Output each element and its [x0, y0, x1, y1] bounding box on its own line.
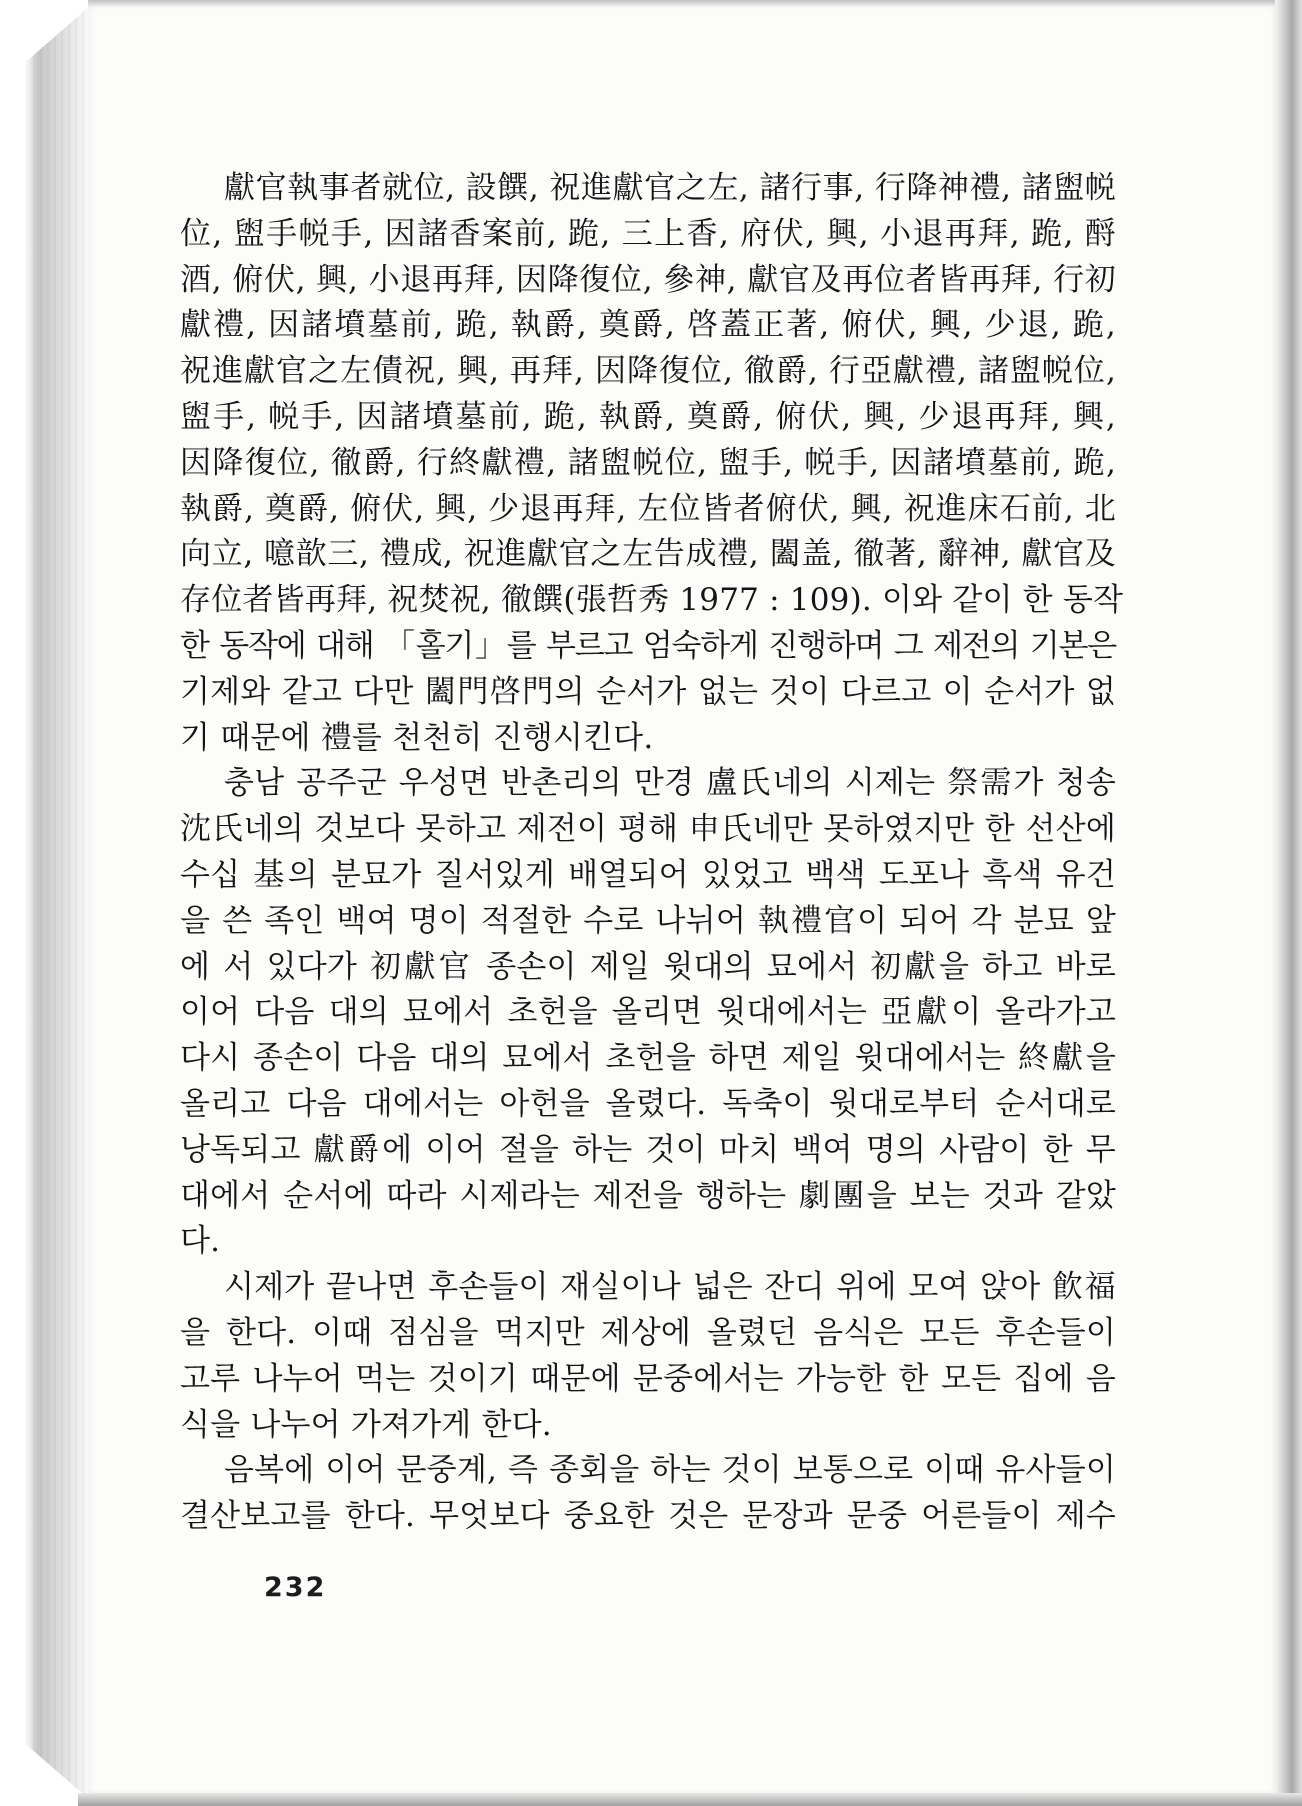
text-line: 다.	[180, 1223, 221, 1260]
text-line: 음복에 이어 문중계, 즉 종회을 하는 것이 보통으로 이때 유사들이	[224, 1452, 1116, 1489]
text-line: 執爵, 奠爵, 俯伏, 興, 少退再拜, 左位皆者俯伏, 興, 祝進床石前, 北	[180, 490, 1116, 527]
text-line: 을 쓴 족인 백여 명이 적절한 수로 나뉘어 執禮官이 되어 각 분묘 앞	[180, 902, 1116, 939]
text-line: 存位者皆再拜, 祝焚祝, 徹饌(張哲秀 1977 : 109). 이와 같이 한 동작	[180, 582, 1124, 619]
text-line: 을 한다. 이때 점심을 먹지만 제상에 올렸던 음식은 모든 후손들이	[180, 1314, 1116, 1351]
text-line: 向立, 噫歆三, 禮成, 祝進獻官之左告成禮, 闔盖, 徹著, 辭神, 獻官及	[180, 536, 1116, 573]
text-line: 식을 나누어 가져가게 한다.	[180, 1406, 552, 1443]
text-line: 沈氏네의 것보다 못하고 제전이 평해 申氏네만 못하였지만 한 선산에	[180, 811, 1116, 848]
text-line: 결산보고를 한다. 무엇보다 중요한 것은 문장과 문중 어른들이 제수	[180, 1498, 1116, 1535]
page-surface	[88, 6, 1275, 1793]
text-line: 한 동작에 대해 「홀기」를 부르고 엄숙하게 진행하며 그 제전의 기본은	[180, 627, 1116, 664]
page-number: 232	[264, 1572, 327, 1603]
text-line: 位, 盥手帨手, 因諸香案前, 跪, 三上香, 府伏, 興, 小退再拜, 跪, 酹	[180, 215, 1116, 252]
text-line: 에 서 있다가 初獻官 종손이 제일 윗대의 묘에서 初獻을 하고 바로	[180, 948, 1116, 985]
text-line: 이어 다음 대의 묘에서 초헌을 올리면 윗대에서는 亞獻이 올라가고	[180, 994, 1116, 1031]
book-spine-edge	[26, 6, 90, 1800]
text-line: 獻禮, 因諸墳墓前, 跪, 執爵, 奠爵, 啓蓋正著, 俯伏, 興, 少退, 跪,	[180, 307, 1116, 344]
text-line: 祝進獻官之左債祝, 興, 再拜, 因降復位, 徹爵, 行亞獻禮, 諸盥帨位,	[180, 353, 1116, 390]
text-line: 수십 基의 분묘가 질서있게 배열되어 있었고 백색 도포나 흑색 유건	[180, 856, 1116, 893]
book-right-edge	[1275, 0, 1302, 1806]
text-line: 다시 종손이 다음 대의 묘에서 초헌을 하면 제일 윗대에서는 終獻을	[180, 1040, 1116, 1077]
text-line: 因降復位, 徹爵, 行終獻禮, 諸盥帨位, 盥手, 帨手, 因諸墳墓前, 跪,	[180, 444, 1116, 481]
book-bottom-edge	[78, 1793, 1302, 1806]
text-line: 시제가 끝나면 후손들이 재실이나 넓은 잔디 위에 모여 앉아 飮福	[224, 1269, 1116, 1306]
text-line: 盥手, 帨手, 因諸墳墓前, 跪, 執爵, 奠爵, 俯伏, 興, 少退再拜, 興,	[180, 398, 1116, 435]
text-line: 올리고 다음 대에서는 아헌을 올렸다. 독축이 윗대로부터 순서대로	[180, 1085, 1116, 1122]
text-line: 獻官執事者就位, 設饌, 祝進獻官之左, 諸行事, 行降神禮, 諸盥帨	[224, 170, 1116, 206]
text-line: 酒, 俯伏, 興, 小退再拜, 因降復位, 參神, 獻官及再位者皆再拜, 行初	[180, 261, 1116, 298]
body-text	[180, 166, 1124, 1540]
text-line: 낭독되고 獻爵에 이어 절을 하는 것이 마치 백여 명의 사람이 한 무	[180, 1131, 1116, 1168]
text-line: 대에서 순서에 따라 시제라는 제전을 행하는 劇團을 보는 것과 같았	[180, 1177, 1116, 1214]
text-line: 기 때문에 禮를 천천히 진행시킨다.	[180, 719, 654, 756]
text-line: 충남 공주군 우성면 반촌리의 만경 盧氏네의 시제는 祭需가 청송	[224, 765, 1116, 802]
text-line: 기제와 같고 다만 闔門啓門의 순서가 없는 것이 다르고 이 순서가 없	[180, 673, 1116, 710]
text-line: 고루 나누어 먹는 것이기 때문에 문중에서는 가능한 한 모든 집에 음	[180, 1360, 1116, 1397]
